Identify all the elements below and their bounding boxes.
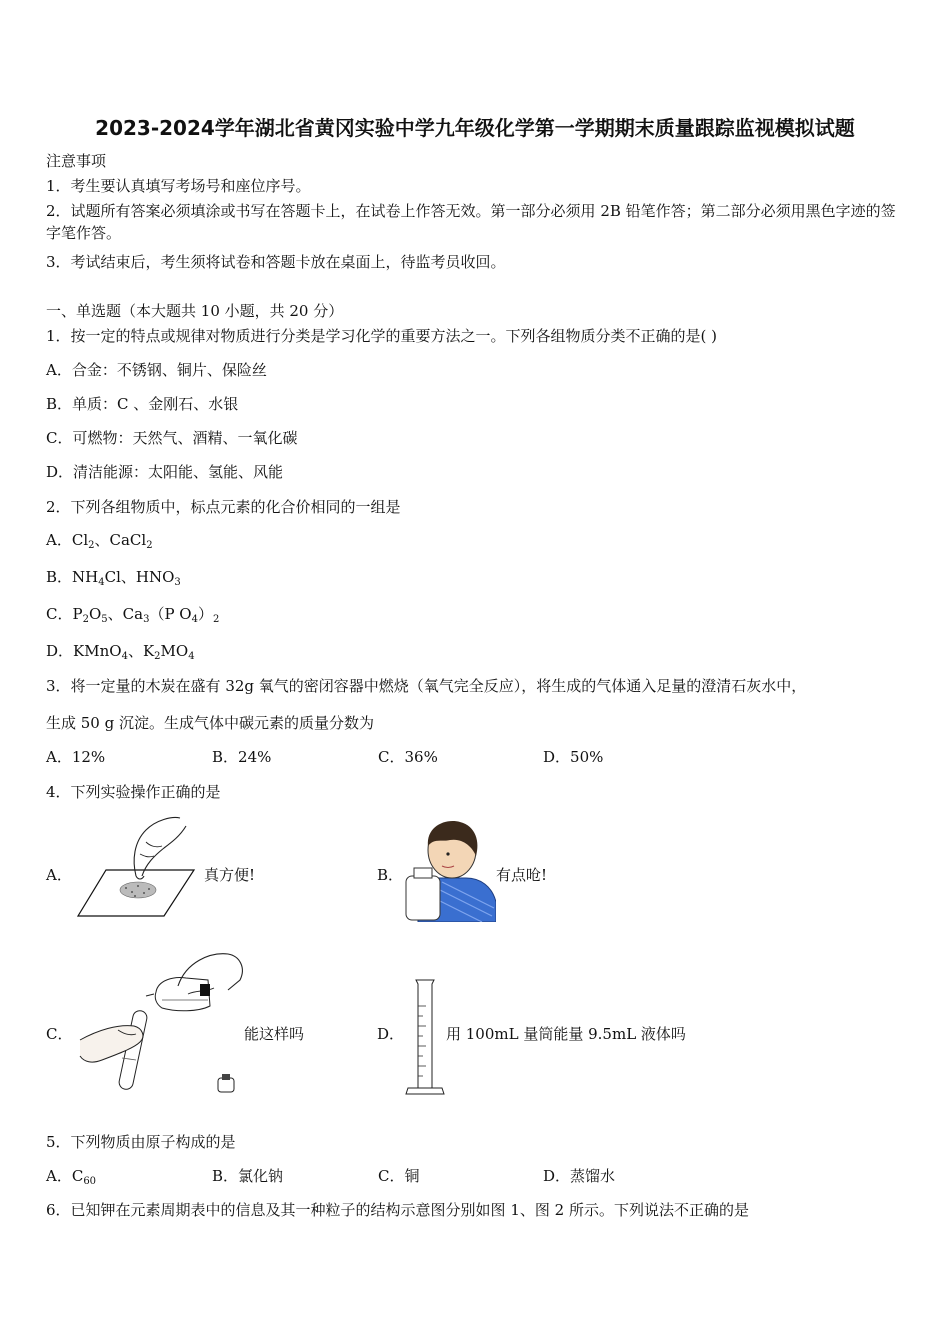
question-1-stem: 1．按一定的特点或规律对物质进行分类是学习化学的重要方法之一。下列各组物质分类不正确的是( ): [46, 327, 718, 345]
exam-title: 2023-2024学年湖北省黄冈实验中学九年级化学第一学期期末质量跟踪监视模拟试题: [95, 116, 855, 140]
formula-part: KMnO: [73, 642, 122, 660]
question-2-option-b: [46, 566, 181, 594]
question-1-option-b: B．单质：C 、金刚石、水银: [46, 395, 239, 413]
option-label: D．: [46, 642, 74, 660]
question-3-option-c: C．36%: [378, 748, 438, 766]
question-4-option-d-caption: 用 100mL 量筒能量 9.5mL 液体吗: [446, 1025, 686, 1043]
formula-part: 、K: [127, 642, 155, 660]
question-1-option-c: C．可燃物：天然气、酒精、一氧化碳: [46, 429, 298, 447]
hand-taking-powder-illustration: [76, 812, 196, 920]
question-5-option-d: D．蒸馏水: [543, 1167, 616, 1185]
question-2-option-c: [46, 603, 219, 631]
subscript: 3: [143, 614, 150, 625]
formula-part: Cl: [71, 531, 89, 549]
question-4-option-c-caption: 能这样吗: [244, 1025, 305, 1043]
subscript: 4: [121, 651, 128, 662]
question-3-option-b: B．24%: [212, 748, 272, 766]
notice-item-1: 1．考生要认真填写考场号和座位序号。: [46, 177, 311, 195]
question-3-stem-line-2: 生成 50 g 沉淀。生成气体中碳元素的质量分数为: [46, 714, 374, 732]
question-5-option-a: [46, 1165, 96, 1193]
subscript: 4: [188, 651, 195, 662]
subscript: 2: [213, 614, 220, 625]
notice-item-2: 2．试题所有答案必须填涂或书写在答题卡上，在试卷上作答无效。第一部分必须用 2B 铅笔作答；第二部分必须用黑色字迹的签字笔作答。: [46, 202, 896, 242]
question-6-stem: 6．已知钾在元素周期表中的信息及其一种粒子的结构示意图分别如图 1、图 2 所示。下列说法不正确的是: [46, 1201, 749, 1219]
subscript: 3: [174, 577, 181, 588]
notice-heading: 注意事项: [46, 152, 107, 170]
question-5-option-b: B．氯化钠: [212, 1167, 284, 1185]
question-3-stem-line-1: 3．将一定量的木炭在盛有 32g 氧气的密闭容器中燃烧（氧气完全反应），将生成的气体通入足量的澄清石灰水中，: [46, 677, 807, 695]
section-heading: 一、单选题（本大题共 10 小题，共 20 分）: [46, 302, 344, 320]
question-4-option-b-label: B．: [377, 866, 404, 884]
subscript: 4: [191, 614, 198, 625]
formula-part: 、CaCl: [94, 531, 147, 549]
graduated-cylinder-illustration: [404, 976, 446, 1100]
formula-part: MO: [160, 642, 189, 660]
question-1-option-a: A．合金：不锈钢、铜片、保险丝: [46, 361, 267, 379]
subscript: 2: [88, 540, 95, 551]
question-2-option-d: [46, 640, 195, 668]
question-1-option-d: D．清洁能源：太阳能、氢能、风能: [46, 463, 284, 481]
question-2-option-a: [46, 529, 153, 557]
subscript: 5: [101, 614, 108, 625]
question-4-option-b-caption: 有点呛!: [496, 866, 548, 884]
option-label: C．: [46, 605, 73, 623]
question-2-stem: 2．下列各组物质中，标点元素的化合价相同的一组是: [46, 498, 401, 516]
option-label: B．: [46, 568, 73, 586]
subscript: 2: [146, 540, 153, 551]
notice-item-3: 3．考试结束后，考生须将试卷和答题卡放在桌面上，待监考员收回。: [46, 253, 506, 271]
question-5-option-c: C．铜: [378, 1167, 420, 1185]
question-4-option-c-label: C．: [46, 1025, 73, 1043]
question-4-option-a-label: A．: [46, 866, 72, 884]
formula-part: A．C: [46, 1167, 84, 1185]
question-4-stem: 4．下列实验操作正确的是: [46, 783, 221, 801]
question-5-stem: 5．下列物质由原子构成的是: [46, 1133, 236, 1151]
subscript: 4: [98, 577, 105, 588]
question-3-option-a: A．12%: [46, 748, 106, 766]
formula-part: 、Ca: [107, 605, 144, 623]
subscript: 60: [83, 1176, 97, 1187]
formula-part: P: [72, 605, 83, 623]
option-label: A．: [46, 531, 72, 549]
formula-part: ）: [197, 605, 213, 623]
question-4-option-d-label: D．: [377, 1025, 405, 1043]
subscript: 2: [154, 651, 161, 662]
formula-part: O: [88, 605, 102, 623]
question-3-option-d: D．50%: [543, 748, 604, 766]
subscript: 2: [82, 614, 89, 625]
formula-part: NH: [72, 568, 99, 586]
question-4-option-a-caption: 真方便!: [204, 866, 256, 884]
pouring-liquid-into-test-tube-illustration: [78, 950, 248, 1098]
student-smelling-bottle-illustration: [402, 816, 496, 922]
formula-part: Cl、HNO: [104, 568, 175, 586]
formula-part: （P O: [149, 605, 192, 623]
